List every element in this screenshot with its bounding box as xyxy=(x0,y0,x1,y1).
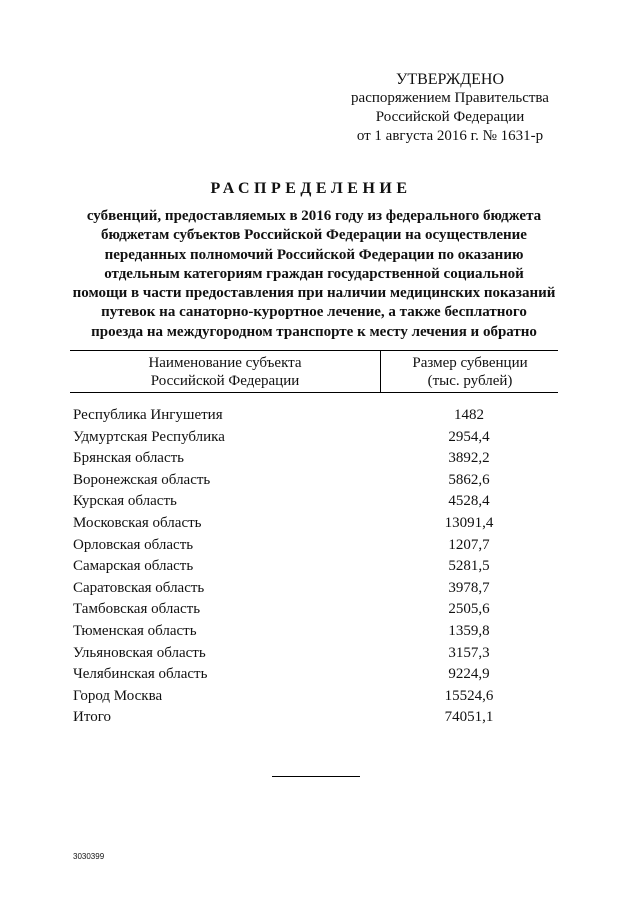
subvention-amount: 5862,6 xyxy=(448,471,490,488)
end-divider xyxy=(272,776,360,777)
table-row xyxy=(73,427,558,449)
region-name: Тюменская область xyxy=(73,622,197,639)
total-amount: 74051,1 xyxy=(444,709,494,726)
table-row xyxy=(73,599,558,621)
total-label: Итого xyxy=(73,709,111,726)
table-row xyxy=(73,470,558,492)
subvention-amount: 2954,4 xyxy=(448,428,490,445)
subvention-amount: 5281,5 xyxy=(448,558,490,575)
subvention-amount: 9224,9 xyxy=(448,666,490,683)
subtitle-line: субвенций, предоставляемых в 2016 году из федерального бюджета xyxy=(86,208,542,224)
table-row xyxy=(73,448,558,470)
table-row xyxy=(73,535,558,557)
region-name: Республика Ингушетия xyxy=(73,407,223,423)
table-row xyxy=(73,491,558,513)
column-header-amount xyxy=(382,351,558,392)
subtitle-line: проезда на междугородном транспорте к месту лечения и обратно xyxy=(91,323,537,340)
region-name: Город Москва xyxy=(73,687,163,704)
table-row-total xyxy=(73,707,558,729)
column-header-amount-line-2: (тыс. рублей) xyxy=(427,373,513,389)
region-name: Брянская область xyxy=(73,450,185,467)
table-row xyxy=(73,405,558,427)
table-row xyxy=(73,621,558,643)
subvention-amount: 3978,7 xyxy=(448,579,490,596)
subtitle-line: помощи в части предоставления при наличии медицинских показаний xyxy=(72,285,556,302)
subvention-amount: 15524,6 xyxy=(444,687,494,704)
subvention-amount: 2505,6 xyxy=(448,601,490,618)
approval-line-3: от 1 августа 2016 г. № 1631-р xyxy=(356,128,544,144)
subvention-amount: 4528,4 xyxy=(448,493,490,510)
region-name: Тамбовская область xyxy=(73,601,201,618)
region-name: Саратовская область xyxy=(73,579,205,596)
table-row xyxy=(73,556,558,578)
region-name: Челябинская область xyxy=(73,666,208,683)
table-row xyxy=(73,643,558,665)
region-name: Удмуртская Республика xyxy=(73,428,225,445)
subvention-amount: 3157,3 xyxy=(448,644,490,661)
table-row xyxy=(73,686,558,708)
table-body xyxy=(73,405,558,729)
subvention-amount: 3892,2 xyxy=(448,450,490,467)
table-header xyxy=(70,350,558,393)
approval-line-1: распоряжением Правительства xyxy=(351,90,549,106)
document-title: РАСПРЕДЕЛЕНИЕ xyxy=(210,180,412,197)
table-row xyxy=(73,578,558,600)
region-name: Орловская область xyxy=(73,536,194,553)
approval-title: УТВЕРЖДЕНО xyxy=(395,71,504,88)
approval-line-2: Российской Федерации xyxy=(375,109,525,125)
document-subtitle xyxy=(70,207,558,342)
table-row xyxy=(73,513,558,535)
document-code: 3030399 xyxy=(73,852,105,861)
column-header-amount-line-1: Размер субвенции xyxy=(412,355,528,371)
column-header-region-line-1: Наименование субъекта xyxy=(148,355,302,371)
subtitle-line: отдельным категориям граждан государственной социальной xyxy=(104,265,524,282)
region-name: Ульяновская область xyxy=(73,644,206,661)
region-name: Самарская область xyxy=(73,558,194,575)
column-header-region-line-2: Российской Федерации xyxy=(150,373,300,389)
region-name: Курская область xyxy=(73,493,177,510)
subtitle-line: бюджетам субъектов Российской Федерации на осуществление xyxy=(101,227,527,244)
region-name: Московская область xyxy=(73,514,202,531)
table-row xyxy=(73,664,558,686)
subvention-amount: 1359,8 xyxy=(448,622,490,639)
region-name: Воронежская область xyxy=(73,471,211,488)
approval-block xyxy=(330,70,570,146)
subvention-amount: 1482 xyxy=(454,407,484,423)
subvention-amount: 1207,7 xyxy=(448,536,490,553)
subtitle-line: переданных полномочий Российской Федерации по оказанию xyxy=(104,246,524,263)
subtitle-line: путевок на санаторно-курортное лечение, а также бесплатного xyxy=(101,304,527,321)
subvention-amount: 13091,4 xyxy=(444,514,494,531)
column-header-region xyxy=(70,351,381,392)
